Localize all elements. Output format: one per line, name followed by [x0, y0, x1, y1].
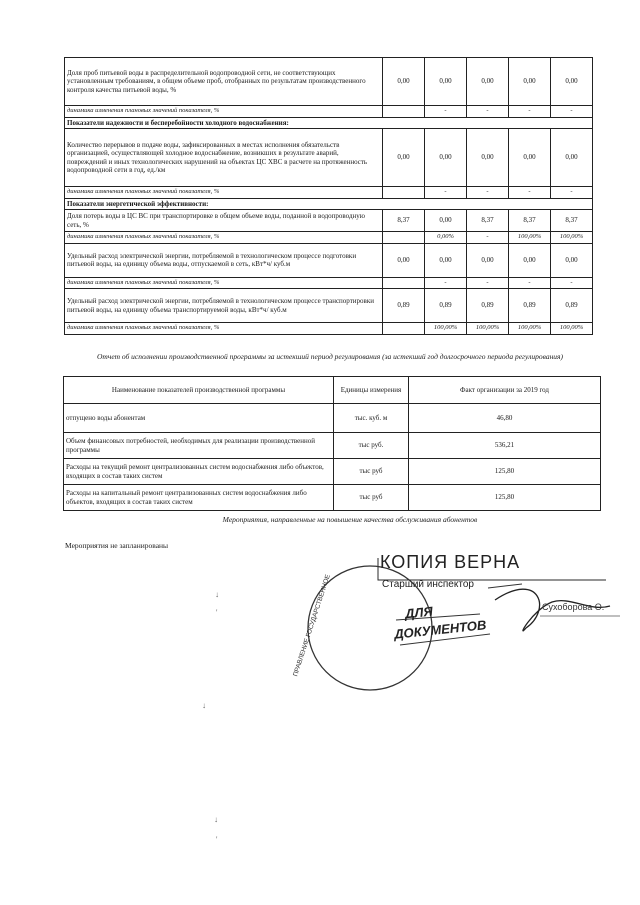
row-value: -: [425, 187, 467, 199]
row-value: 100,00%: [425, 323, 467, 335]
row-value: 0,89: [425, 289, 467, 323]
table-row: [64, 459, 601, 485]
row-value: 0,00: [425, 58, 467, 106]
row-value: 0,00: [383, 243, 425, 277]
row-name: Расходы на текущий ремонт централизованных систем водоснабжения либо объектов, входящих в состав таких систем: [64, 459, 334, 485]
row-value: -: [509, 277, 551, 289]
row-value: 8,37: [383, 210, 425, 232]
program-report-table: [63, 376, 601, 511]
dynamics-row: [65, 187, 593, 199]
row-value: [383, 106, 425, 118]
row-label: Количество перерывов в подаче воды, зафиксированных в местах исполнения обязательств организацией, осуществляющей холодное водоснабжение, возникших в результате аварий, повреждений и иных технологических нарушений на объектах ЦС ХВС в расчете на протяженность водопроводной сети в год, ед./км: [65, 129, 383, 187]
table-row: [65, 210, 593, 232]
header-name: Наименование показателей производственной программы: [64, 377, 334, 404]
row-value: [383, 187, 425, 199]
row-value: 100,00%: [467, 323, 509, 335]
row-value: 125,80: [409, 459, 601, 485]
row-name: отпущено воды абонентам: [64, 404, 334, 433]
row-value: 8,37: [467, 210, 509, 232]
row-value: -: [467, 232, 509, 244]
row-value: 46,80: [409, 404, 601, 433]
row-label: динамика изменения плановых значений показателя, %: [65, 106, 383, 118]
scan-mark: ↓: [202, 701, 206, 710]
stamp-signer: Сухоборова О.: [542, 602, 605, 612]
header-unit: Единицы измерения: [334, 377, 409, 404]
row-label: динамика изменения плановых значений показателя, %: [65, 187, 383, 199]
dynamics-row: [65, 323, 593, 335]
stamp-inspector: Старший инспектор: [382, 579, 474, 590]
dynamics-row: [65, 106, 593, 118]
row-value: 0,00: [551, 58, 593, 106]
stamp-for-docs-1: ДЛЯ: [404, 603, 434, 622]
table-row: [65, 129, 593, 187]
scan-mark: ': [216, 608, 218, 617]
row-unit: тыс руб: [334, 459, 409, 485]
row-value: -: [551, 187, 593, 199]
row-value: 0,00: [509, 243, 551, 277]
stamp-seal-text: ПРАВЛЕНИЕ ГОСУДАРСТВЕННОЕ: [292, 573, 332, 678]
row-unit: тыс руб: [334, 485, 409, 511]
row-value: [383, 323, 425, 335]
row-value: 0,00: [425, 243, 467, 277]
row-label: Доля проб питьевой воды в распределительной водопроводной сети, не соответствующих установленным требованиям, в общем объеме проб, отобранных по результатам производственного контроля качества питьевой воды, %: [65, 58, 383, 106]
row-value: 0,00: [383, 129, 425, 187]
row-value: -: [509, 187, 551, 199]
row-value: 536,21: [409, 433, 601, 459]
table-row: [64, 433, 601, 459]
row-value: 0,00: [425, 129, 467, 187]
row-value: 0,89: [551, 289, 593, 323]
row-value: 0,00: [509, 129, 551, 187]
table-row: [65, 243, 593, 277]
row-value: [383, 232, 425, 244]
table-row: [65, 289, 593, 323]
table-row: [64, 404, 601, 433]
header-fact: Факт организации за 2019 год: [409, 377, 601, 404]
dynamics-row: [65, 277, 593, 289]
row-value: -: [467, 277, 509, 289]
measures-text: Мероприятия не запланированы: [65, 541, 169, 550]
row-value: -: [425, 277, 467, 289]
row-value: 0,00: [467, 58, 509, 106]
row-label: динамика изменения плановых значений показателя, %: [65, 323, 383, 335]
row-value: 100,00%: [509, 323, 551, 335]
scan-mark: ↓: [214, 815, 218, 824]
row-value: 0,00%: [425, 232, 467, 244]
dynamics-row: [65, 232, 593, 244]
row-value: -: [425, 106, 467, 118]
row-value: -: [551, 277, 593, 289]
row-value: 8,37: [551, 210, 593, 232]
row-value: -: [509, 106, 551, 118]
report-title: Отчет об исполнении производственной программы за истекший период регулирования (за истекший год долгосрочного периода регулирования): [96, 352, 564, 361]
row-value: 0,89: [509, 289, 551, 323]
table-row: [65, 58, 593, 106]
row-value: -: [467, 106, 509, 118]
section-header-row: [65, 198, 593, 210]
row-unit: тыс. куб. м: [334, 404, 409, 433]
table-header-row: [64, 377, 601, 404]
row-unit: тыс руб.: [334, 433, 409, 459]
row-value: 125,80: [409, 485, 601, 511]
row-label: Показатели надежности и бесперебойности холодного водоснабжения:: [65, 117, 593, 129]
indicators-table: [64, 57, 593, 335]
certification-stamp: [290, 550, 620, 700]
row-value: 0,89: [383, 289, 425, 323]
row-value: 0,00: [551, 243, 593, 277]
row-value: -: [551, 106, 593, 118]
row-value: 0,00: [509, 58, 551, 106]
measures-title: Мероприятия, направленные на повышение качества обслуживания абонентов: [222, 515, 478, 524]
row-value: 0,89: [467, 289, 509, 323]
row-label: динамика изменения плановых значений показателя, %: [65, 277, 383, 289]
row-label: Удельный расход электрической энергии, потребляемой в технологическом процессе подготовки питьевой воды, на единицу объема воды, отпускаемой в сеть, кВт*ч/ куб.м: [65, 243, 383, 277]
section-header-row: [65, 117, 593, 129]
row-value: 100,00%: [551, 323, 593, 335]
row-label: Удельный расход электрической энергии, потребляемой в технологическом процессе транспортировки питьевой воды, на единицу объема транспортируемой воды, кВт*ч/ куб.м: [65, 289, 383, 323]
row-value: 0,00: [467, 129, 509, 187]
row-name: Расходы на капитальный ремонт централизованных систем водоснабжения либо объектов, входящих в состав таких систем: [64, 485, 334, 511]
row-value: [383, 277, 425, 289]
row-value: 0,00: [383, 58, 425, 106]
row-value: 0,00: [425, 210, 467, 232]
scan-mark: ↓: [215, 590, 219, 599]
stamp-for-docs-2: ДОКУМЕНТОВ: [393, 617, 487, 642]
row-value: 100,00%: [551, 232, 593, 244]
row-label: Доля потерь воды в ЦС ВС при транспортировке в общем объеме воды, поданной в водопроводную сеть, %: [65, 210, 383, 232]
row-label: Показатели энергетической эффективности:: [65, 198, 593, 210]
table-row: [64, 485, 601, 511]
row-value: 8,37: [509, 210, 551, 232]
row-value: 0,00: [467, 243, 509, 277]
stamp-copy-text: КОПИЯ ВЕРНА: [380, 552, 521, 572]
row-value: 100,00%: [509, 232, 551, 244]
scan-mark: ': [216, 835, 218, 844]
row-name: Объем финансовых потребностей, необходимых для реализации производственной программы: [64, 433, 334, 459]
row-value: 0,00: [551, 129, 593, 187]
row-value: -: [467, 187, 509, 199]
row-label: динамика изменения плановых значений показателя, %: [65, 232, 383, 244]
